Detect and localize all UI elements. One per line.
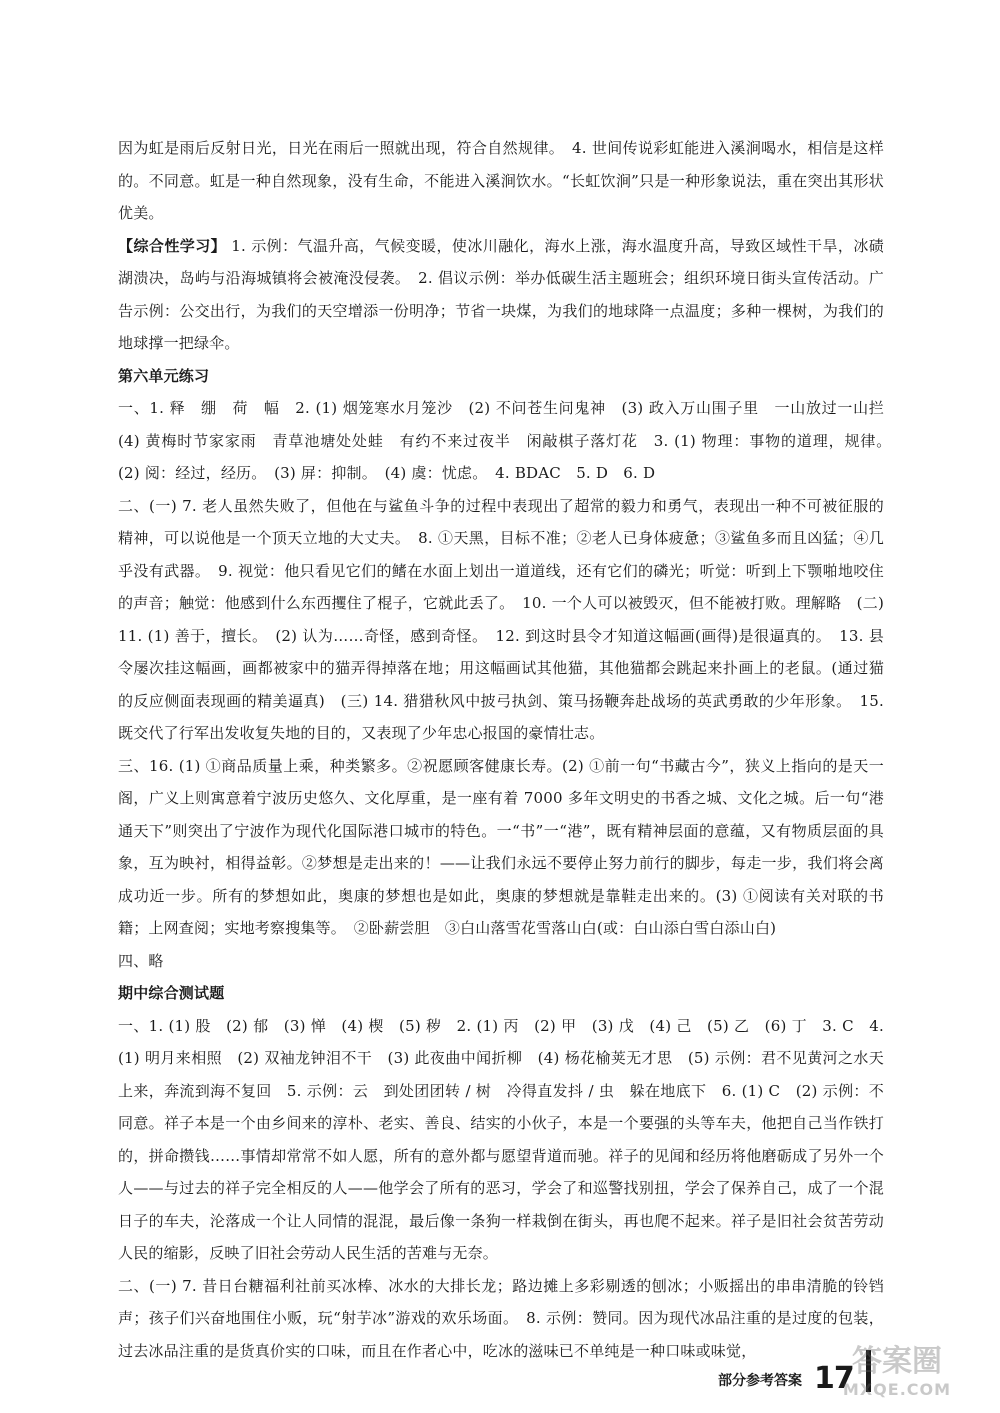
- paragraph-midterm-part-one: 一、1. (1) 股 (2) 郁 (3) 惮 (4) 楔 (5) 秽 2. (1) 丙 (2) 甲 (3) 戊 (4) 己 (5) 乙 (6) 丁 3. C 4. (1) 明月来相照 (2) 双袖龙钟泪不干 (3) 此夜曲中闻折柳 (4) 杨花榆荚无才思 (5) 示例：君不见黄河之水天上来，奔流到海不复回 5. 示例：云 到处团团转 / 树 冷得直发抖 / 虫 躲在地底下 6. (1) C (2) 示例：不同意。祥子本是一个由乡间来的淳朴、老实、善良、结实的小伙子，本是一个要强的头等车夫，他把自己当作铁打的，拼命攒钱……事情却常常不如人愿，所有的意外都与愿望背道而驰。祥子的见闻和经历将他磨砺成了另外一个人——与过去的祥子完全相反的人——他学会了所有的恶习，学会了和巡警找别扭，学会了保养自己，成了一个混日子的车夫，沦落成一个让人同情的混混，最后像一条狗一样栽倒在街头，再也爬不起来。祥子是旧社会贫苦劳动人民的缩影，反映了旧社会劳动人民生活的苦难与无奈。: [118, 1016, 884, 1262]
- section-tag: 【综合性学习】: [118, 236, 227, 255]
- paragraph-text: 1. 示例：气温升高，气候变暖，使冰川融化，海水上涨，海水温度升高，导致区域性干旱，冰碛湖溃决，岛屿与沿海城镇将会被淹没侵袭。 2. 倡议示例：举办低碳生活主题班会；组织环境日街头宣传活动。广告示例：公交出行，为我们的天空增添一份明净；节省一块煤，为我们的地球降一点温度；多种一棵树，为我们的地球撑一把绿伞。: [118, 236, 884, 352]
- paragraph-unit-six-part-four: 四、略: [118, 951, 164, 970]
- paragraph-comprehensive-study: [118, 230, 884, 360]
- answer-page-body: [118, 132, 900, 1367]
- footer-label: 部分参考答案: [718, 1373, 802, 1389]
- paragraph-midterm-part-two: 二、(一) 7. 昔日台糖福利社前买冰棒、冰水的大排长龙；路边摊上多彩剔透的刨冰；小贩摇出的串串清脆的铃铛声；孩子们兴奋地围住小贩，玩“射芋冰”游戏的欢乐场面。 8. 示例：赞同。因为现代冰品注重的是过度的包装，过去冰品注重的是货真价实的口味，而且在作者心中，吃冰的滋味已不单纯是一种口味或味觉，: [118, 1276, 884, 1360]
- watermark-sub: MXQE.COM: [842, 1380, 952, 1399]
- paragraph-unit-six-part-one: 一、1. 释 绷 荷 幅 2. (1) 烟笼寒水月笼沙 (2) 不问苍生问鬼神 (3) 政入万山围子里 一山放过一山拦 (4) 黄梅时节家家雨 青草池塘处处蛙 有约不来过夜半 闲敲棋子落灯花 3. (1) 物理：事物的道理，规律。 (2) 阅：经过，经历。 (3) 屏：抑制。 (4) 虞：忧虑。 4. BDAC 5. D 6. D: [118, 399, 900, 482]
- section-heading-midterm: 期中综合测试题: [118, 984, 225, 1002]
- watermark-main: 答案圈: [852, 1344, 942, 1379]
- watermark-logo: [822, 1344, 972, 1408]
- paragraph-unit-six-part-two: 二、(一) 7. 老人虽然失败了，但他在与鲨鱼斗争的过程中表现出了超常的毅力和勇气，表现出一种不可被征服的精神，可以说他是一个顶天立地的大丈夫。 8. ①天黑，目标不准；②老人已身体疲惫；③鲨鱼多而且凶猛；④几乎没有武器。 9. 视觉：他只看见它们的鳍在水面上划出一道道线，还有它们的磷光；听觉：听到上下颚啪地咬住的声音；触觉：他感到什么东西攫住了棍子，它就此丢了。 10. 一个人可以被毁灭，但不能被打败。理解略 (二) 11. (1) 善于，擅长。 (2) 认为……奇怪，感到奇怪。 12. 到这时县令才知道这幅画(画得)是很逼真的。 13. 县令屡次挂这幅画，画都被家中的猫弄得掉落在地；用这幅画试其他猫，其他猫都会跳起来扑画上的老鼠。(通过猫的反应侧面表现画的精美逼真) (三) 14. 猎猎秋风中披弓执剑、策马扬鞭奔赴战场的英武勇敢的少年形象。 15. 既交代了行军出发收复失地的目的，又表现了少年忠心报国的豪情壮志。: [118, 496, 884, 742]
- page-number: 17: [814, 1361, 854, 1396]
- paragraph-unit-six-part-three: 三、16. (1) ①商品质量上乘，种类繁多。②祝愿顾客健康长寿。(2) ①前一句“书藏古今”，狭义上指向的是天一阁，广义上则寓意着宁波历史悠久、文化厚重，是一座有着 7000 多年文明史的书香之城、文化之城。后一句“港通天下”则突出了宁波作为现代化国际港口城市的特色。一“书”一“港”，既有精神层面的意蕴，又有物质层面的具象，互为映衬，相得益彰。②梦想是走出来的！——让我们永远不要停止努力前行的脚步，每走一步，我们将会离成功近一步。所有的梦想如此，奥康的梦想也是如此，奥康的梦想就是靠鞋走出来的。(3) ①阅读有关对联的书籍；上网查阅；实地考察搜集等。 ②卧薪尝胆 ③白山落雪花雪落山白(或：白山添白雪白添山白): [118, 756, 884, 937]
- paragraph-rainbow: 因为虹是雨后反射日光，日光在雨后一照就出现，符合自然规律。 4. 世间传说彩虹能进入溪涧喝水，相信是这样的。不同意。虹是一种自然现象，没有生命，不能进入溪涧饮水。“长虹饮涧”只是一种形象说法，重在突出其形状优美。: [118, 139, 884, 222]
- section-heading-unit-six: 第六单元练习: [118, 366, 210, 385]
